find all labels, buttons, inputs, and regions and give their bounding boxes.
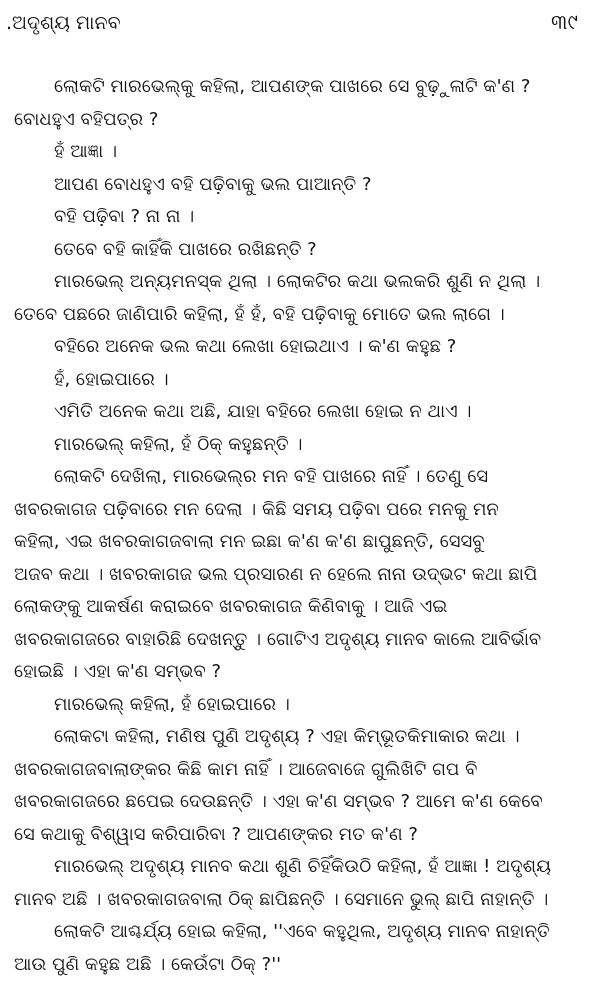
text-line: ଖବରକାଗଜରେ ଛପେଇ ଦେଉଛନ୍ତି । ଏହା କ'ଣ ସମ୍ଭବ ? ଆମେ କ'ଣ କେବେ	[14, 791, 543, 812]
text-line: ବହିରେ ଅନେକ ଭଲ କଥା ଲେଖା ହୋଇଥାଏ । କ'ଣ କହୁଛ ?	[54, 336, 457, 357]
text-line: ମାରଭେଲ୍ କହିଲା, ହଁ ଠିକ୍ କହୁଛନ୍ତି ।	[54, 433, 303, 455]
text-line: ବହି ପଢ଼ିବା ? ନା ନା ।	[54, 206, 195, 227]
text-line: ଖବରକାଗଜ ପଢ଼ିବାରେ ମନ ଦେଲା । କିଛି ସମୟ ପଢ଼ିବା ପରେ ମନକୁ ମନ	[14, 498, 499, 520]
text-line: ମାରଭେଲ୍ ଅନ୍ୟମନସ୍କ ଥିଲା । ଲୋକଟିର କଥା ଭଲକରି ଶୁଣି ନ ଥିଲା ।	[54, 271, 541, 292]
text-line: ଖବରକାଗଜବାଲାଙ୍କର କିଛି କାମ ନାହିଁ । ଆଜେବାଜେ ଗୁଲିଖିଟି ଗପ ବି	[14, 758, 478, 780]
text-line: ଲୋକଟି ଆଶ୍ଚର୍ଯ୍ୟ ହୋଇ କହିଲା, ''ଏବେ କହୁଥିଲ, ଅଦୃଶ୍ୟ ମାନବ ନାହାନ୍ତି	[54, 921, 550, 942]
running-title: .ଅଦୃଶ୍ୟ ମାନବ	[6, 12, 121, 34]
text-line: ହଁ, ହୋଇପାରେ ।	[54, 368, 169, 390]
text-line: ମାରଭେଲ୍ ଅଦୃଶ୍ୟ ମାନବ କଥା ଶୁଣି ଚିହିଁକିଉଠି କହିଲା, ହଁ ଆଜ୍ଞା ! ଅଦୃଶ୍ୟ	[54, 856, 551, 877]
text-line: ତେବେ ବହି କାହିଁକି ପାଖରେ ରଖିଛନ୍ତି ?	[54, 238, 317, 260]
text-line: ହଁ ଆଜ୍ଞା ।	[54, 141, 118, 162]
text-line: ମାନବ ଅଛି । ଖବରକାଗଜବାଲା ଠିକ୍ ଛାପିଛନ୍ତି । ସେମାନେ ଭୁଲ୍ ଛାପି ନାହାନ୍ତି ।	[14, 888, 549, 910]
page-number: ୩୯	[551, 10, 578, 34]
text-line: କହିଲା, ଏଇ ଖବରକାଗଜବାଲା ମନ ଇଛା କ'ଣ କ'ଣ ଛାପୁଛନ୍ତି, ସେସବୁ	[14, 531, 485, 552]
text-line: ଲୋକଟି ଦେଖିଲା, ମାରଭେଲ୍ର ମନ ବହି ପାଖରେ ନାହିଁ । ତେଣୁ ସେ	[54, 466, 489, 487]
text-line: ଏମିତି ଅନେକ କଥା ଅଛି, ଯାହା ବହିରେ ଲେଖା ହୋଇ ନ ଥାଏ ।	[54, 401, 472, 422]
page-header	[0, 0, 600, 44]
text-line: ତେବେ ପଛରେ ଜାଣିପାରି କହିଲା, ହଁ ହଁ, ବହି ପଢ଼ିବାକୁ ମୋତେ ଭଲ ଲାଗେ ।	[14, 303, 505, 325]
text-line: ଆଉ ପୁଣି କହୁଛ ଅଛି । କେଉଁଟା ଠିକ୍ ?''	[14, 953, 282, 975]
text-line: ଲୋକଙ୍କୁ ଆକର୍ଷଣ କରାଇବେ ଖବରକାଗଜ କିଣିବାକୁ । ଆଜି ଏଇ	[14, 596, 448, 617]
text-line: ଖବରକାଗଜରେ ବାହାରିଛି ଦେଖନ୍ତୁ । ଗୋଟିଏ ଅଦୃଶ୍ୟ ମାନବ କାଲେ ଆବିର୍ଭାବ	[14, 628, 542, 650]
text-line: ଲୋକଟି ମାରଭେଲ୍କୁ କହିଲା, ଆପଣଙ୍କ ପାଖରେ ସେ ବୁଢ଼ୁଳାଟି କ'ଣ ?	[54, 76, 531, 97]
text-line: ସେ କଥାକୁ ବିଶ୍ୱାସ କରିପାରିବା ? ଆପଣଙ୍କର ମତ କ'ଣ ?	[14, 823, 418, 845]
text-line: ଆପଣ ବୋଧହୁଏ ବହି ପଢ଼ିବାକୁ ଭଲ ପାଆନ୍ତି ?	[54, 173, 372, 195]
text-line: ହୋଇଛି । ଏହା କ'ଣ ସମ୍ଭବ ?	[14, 661, 222, 682]
text-line: ବୋଧହୁଏ ବହିପତ୍ର ?	[14, 108, 159, 130]
text-line: ମାରଭେଲ୍ କହିଲା, ହଁ ହୋଇପାରେ ।	[54, 693, 290, 715]
text-line: ଲୋକଟା କହିଲା, ମଣିଷ ପୁଣି ଅଦୃଶ୍ୟ ? ଏହା କିମ୍ଭୂତକିମାକାର କଥା ।	[54, 726, 520, 747]
text-line: ଅଜବ କଥା । ଖବରକାଗଜ ଭଲ ପ୍ରସାରଣ ନ ହେଲେ ନାନା ଉଦ୍ଭଟ କଥା ଛାପି	[14, 563, 538, 585]
